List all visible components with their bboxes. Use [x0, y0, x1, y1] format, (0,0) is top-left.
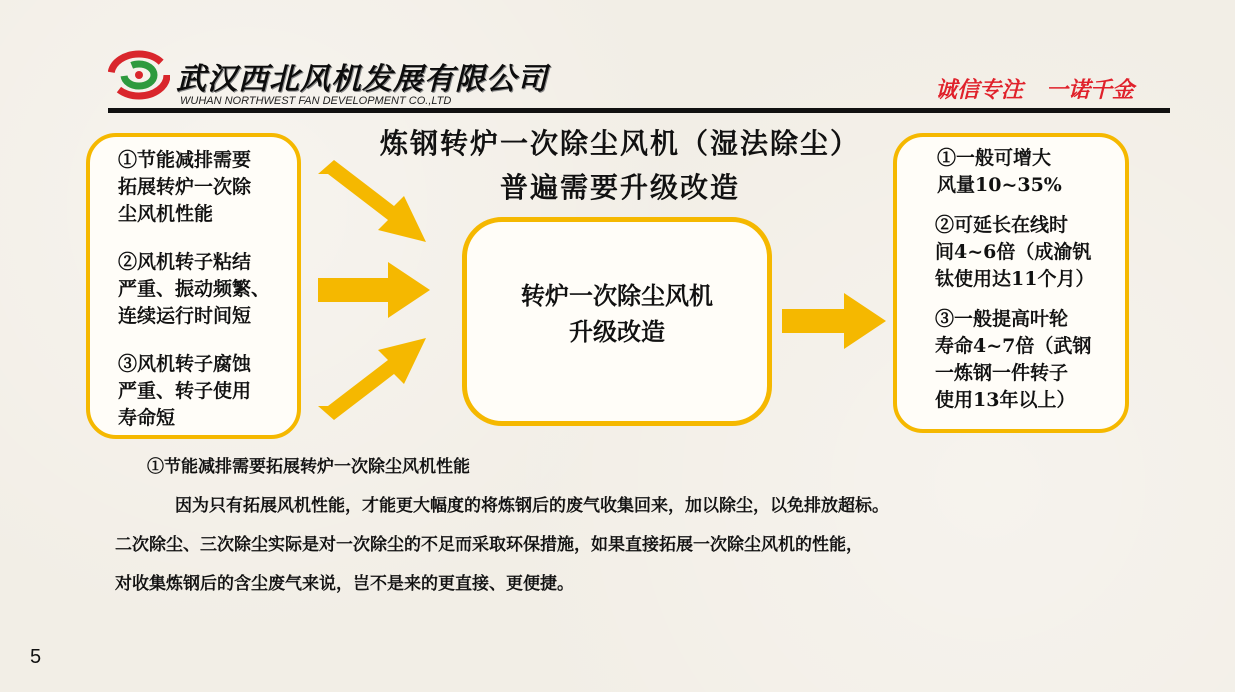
upgrade-line-1: 转炉一次除尘风机 [521, 281, 713, 310]
company-name-en: WUHAN NORTHWEST FAN DEVELOPMENT CO.,LTD [180, 95, 452, 107]
result-item-2: ②可延长在线时 间4~6倍（成渝钒 钛使用达11个月） [935, 214, 1095, 290]
problem-item-3: ③风机转子腐蚀 严重、转子使用 寿命短 [118, 353, 252, 429]
results-box [893, 133, 1129, 433]
company-motto: 诚信专注 一诺千金 [935, 78, 1134, 103]
title-line-1: 炼钢转炉一次除尘风机（湿法除尘） [379, 127, 860, 160]
arrow-right-icon [318, 262, 433, 318]
problem-item-1: ①节能减排需要 拓展转炉一次除 尘风机性能 [118, 149, 252, 225]
result-item-1: ①一般可增大 风量10~35% [937, 147, 1062, 196]
title-line-2: 普遍需要升级改造 [499, 171, 740, 204]
explanation-text [115, 448, 1165, 604]
result-item-3: ③一般提高叶轮 寿命4~7倍（武钢 一炼钢一件转子 使用13年以上） [935, 308, 1092, 411]
slide-header [0, 0, 1235, 120]
explanation-heading: ①节能减排需要拓展转炉一次除尘风机性能 [147, 457, 470, 477]
arrow-right-down-icon [318, 160, 433, 250]
arrow-right-up-icon [318, 330, 433, 420]
company-logo-icon [108, 50, 170, 100]
explanation-line-3: 对收集炼钢后的含尘废气来说，岂不是来的更直接、更便捷。 [115, 574, 574, 594]
explanation-line-1: 因为只有拓展风机性能，才能更大幅度的将炼钢后的废气收集回来，加以除尘，以免排放超标。 [175, 496, 889, 516]
company-name-cn: 武汉西北风机发展有限公司 [176, 62, 548, 97]
explanation-line-2: 二次除尘、三次除尘实际是对一次除尘的不足而采取环保措施，如果直接拓展一次除尘风机的性能， [115, 535, 863, 555]
problem-item-2: ②风机转子粘结 严重、振动频繁、 连续运行时间短 [118, 251, 271, 327]
arrow-to-results-icon [782, 293, 888, 349]
upgrade-box [462, 217, 772, 426]
header-divider [108, 108, 1170, 113]
upgrade-line-2: 升级改造 [569, 317, 665, 346]
page-number: 5 [30, 646, 42, 668]
problems-box [86, 133, 301, 439]
